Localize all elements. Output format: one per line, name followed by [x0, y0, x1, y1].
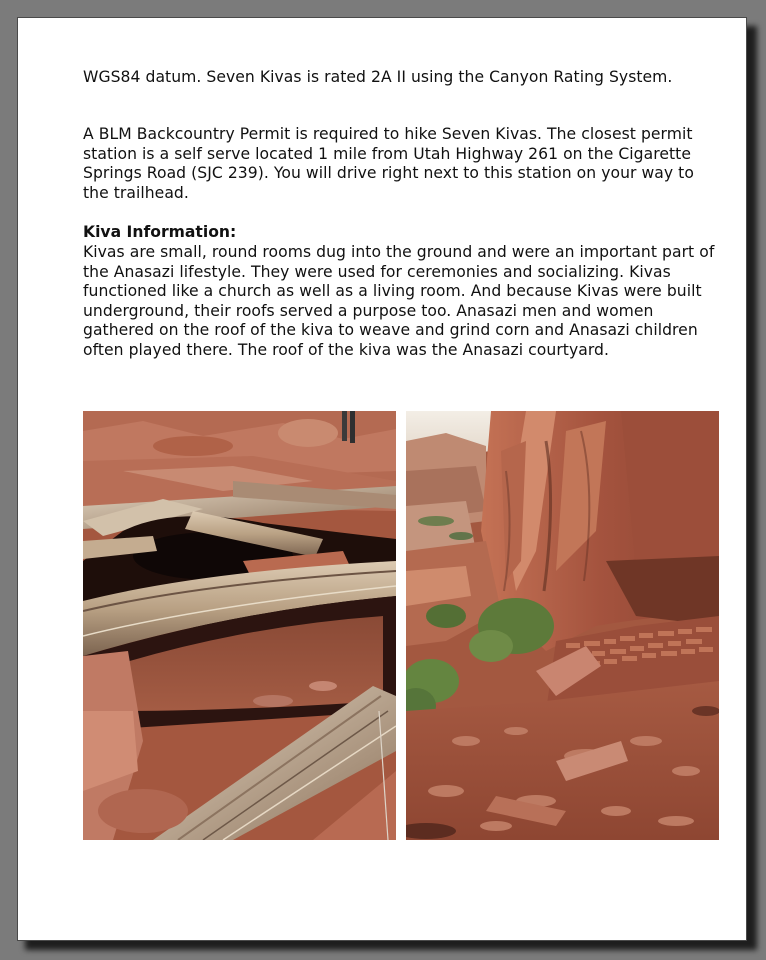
- paragraph-kiva-information: Kivas are small, round rooms dug into the ground and were an important part of the Anasazi lifestyle. They were used for ceremonies and socializing. Kivas functioned like a church as well as a living room. And because Kivas were built underground, their roofs served a purpose too. Anasazi men and women gathered on the roof of the kiva to weave and grind corn and Anasazi children often played there. The roof of the kiva was the Anasazi courtyard.: [83, 243, 715, 359]
- paragraph-permit: A BLM Backcountry Permit is required to hike Seven Kivas. The closest permit station is a self serve located 1 mile from Utah Highway 261 on the Cigarette Springs Road (SJC 239). You will drive right next to this station on your way to the trailhead.: [83, 125, 694, 202]
- alcove-ruins-photo: [406, 411, 719, 840]
- kiva-information-heading: Kiva Information:: [83, 223, 237, 241]
- kiva-roof-illustration: [83, 411, 396, 840]
- document-page: [17, 17, 747, 941]
- alcove-ruins-illustration: [406, 411, 719, 840]
- kiva-roof-photo: [83, 411, 396, 840]
- paragraph-canyon-rating: WGS84 datum. Seven Kivas is rated 2A II using the Canyon Rating System.: [83, 68, 673, 86]
